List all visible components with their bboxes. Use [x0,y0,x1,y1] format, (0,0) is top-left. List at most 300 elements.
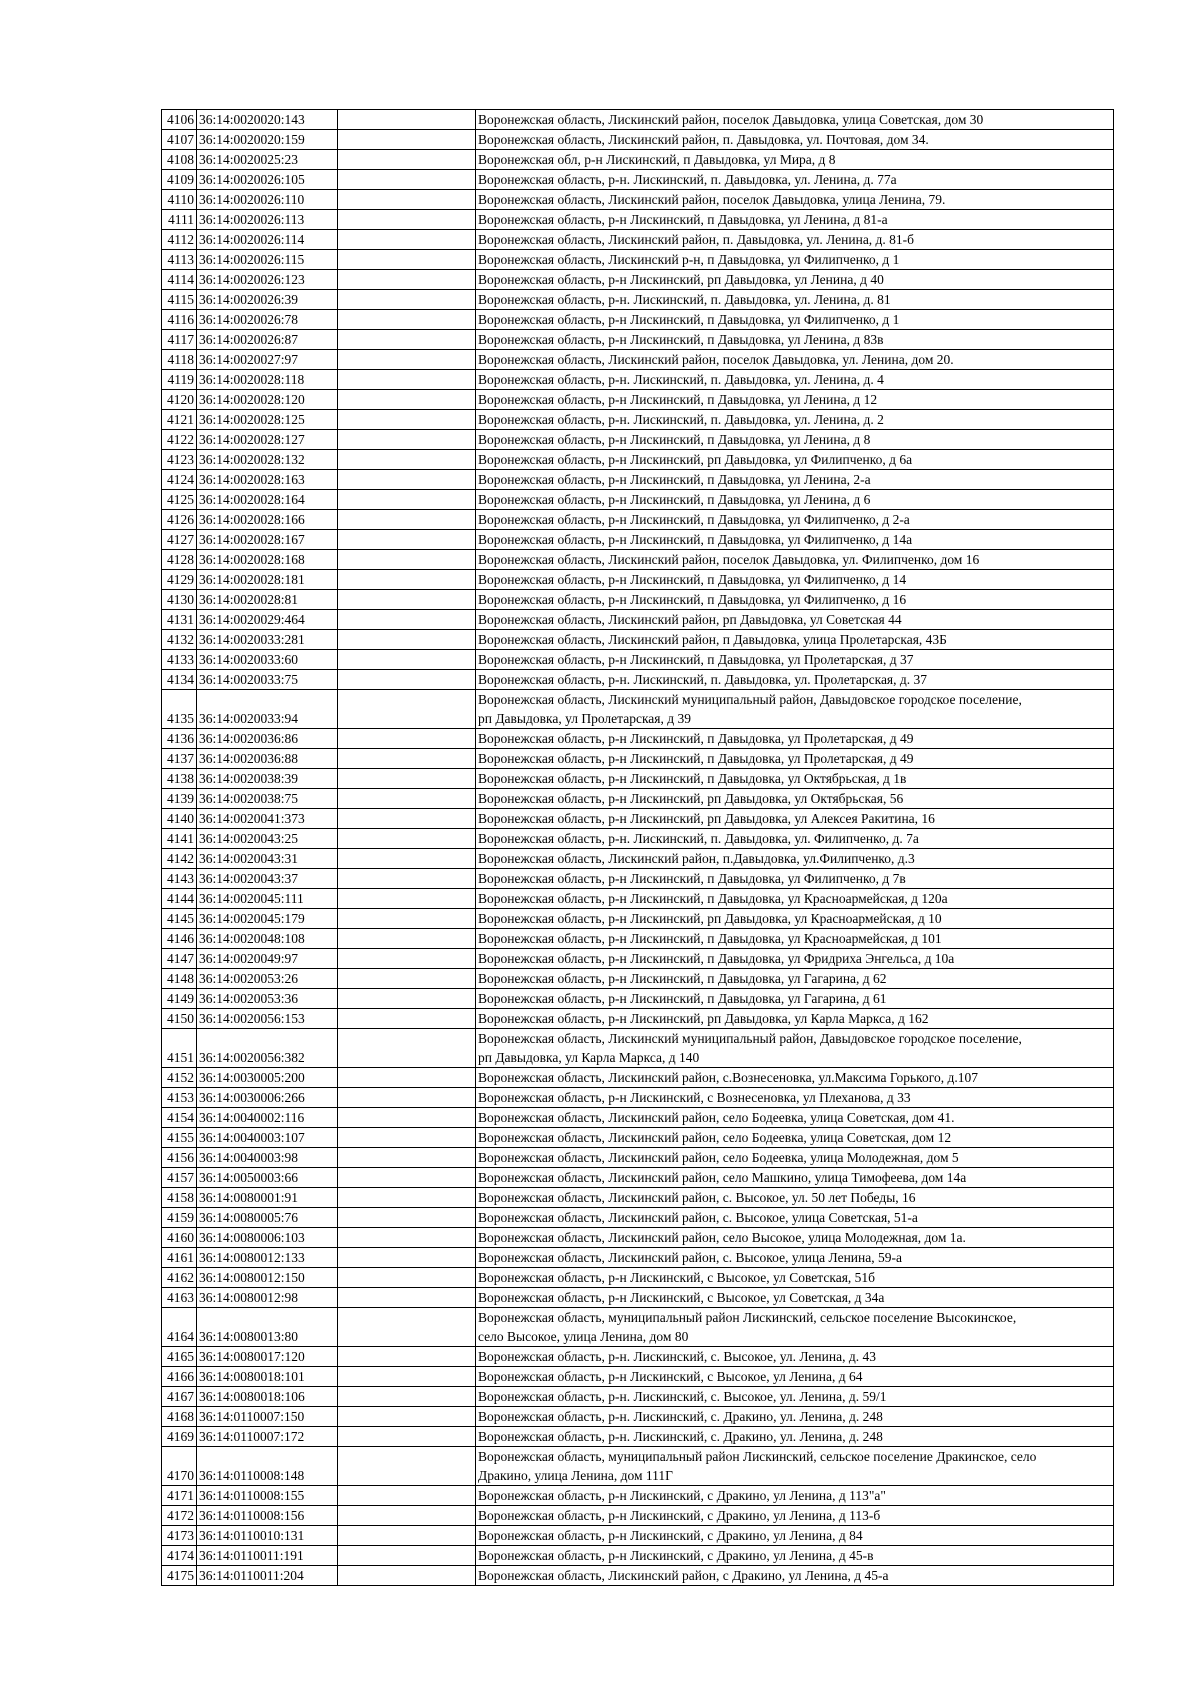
empty-cell [338,450,476,470]
address-cell: Воронежская область, р-н Лискинский, п Давыдовка, ул Октябрьская, д 1в [476,769,1114,789]
row-number: 4172 [162,1506,197,1526]
address-cell: Воронежская область, р-н. Лискинский, п. Давыдовка, ул. Ленина, д. 4 [476,370,1114,390]
table-row [162,769,1114,789]
row-number: 4124 [162,470,197,490]
address-cell: Воронежская область, р-н Лискинский, с Дракино, ул Ленина, д 113"а" [476,1486,1114,1506]
empty-cell [338,1367,476,1387]
cadastral-number: 36:14:0020028:164 [197,490,338,510]
table-row [162,789,1114,809]
row-number: 4152 [162,1068,197,1088]
table-row [162,1268,1114,1288]
empty-cell [338,190,476,210]
row-number: 4125 [162,490,197,510]
address-cell: Воронежская область, Лискинский р-н, п Давыдовка, ул Филипченко, д 1 [476,250,1114,270]
table-row [162,1128,1114,1148]
empty-cell [338,1108,476,1128]
row-number: 4159 [162,1208,197,1228]
empty-cell [338,989,476,1009]
row-number: 4130 [162,590,197,610]
table-row [162,1288,1114,1308]
empty-cell [338,1148,476,1168]
empty-cell [338,1248,476,1268]
address-cell: Воронежская область, Лискинский район, поселок Давыдовка, улица Ленина, 79. [476,190,1114,210]
empty-cell [338,1188,476,1208]
empty-cell [338,1068,476,1088]
address-cell: Воронежская область, р-н Лискинский, рп Давыдовка, ул Карла Маркса, д 162 [476,1009,1114,1029]
row-number: 4139 [162,789,197,809]
table-row [162,749,1114,769]
cadastral-number: 36:14:0020056:153 [197,1009,338,1029]
address-cell: Воронежская область, р-н Лискинский, рп Давыдовка, ул Алексея Ракитина, 16 [476,809,1114,829]
cadastral-number: 36:14:0020026:113 [197,210,338,230]
address-cell: Воронежская область, р-н Лискинский, рп Давыдовка, ул Ленина, д 40 [476,270,1114,290]
empty-cell [338,849,476,869]
address-cell: Воронежская область, Лискинский район, п. Давыдовка, ул. Ленина, д. 81-б [476,230,1114,250]
cadastral-number: 36:14:0020048:108 [197,929,338,949]
row-number: 4145 [162,909,197,929]
address-cell: Воронежская область, р-н Лискинский, п Давыдовка, ул Филипченко, д 16 [476,590,1114,610]
empty-cell [338,969,476,989]
row-number: 4132 [162,630,197,650]
address-cell: Воронежская область, Лискинский район, село Бодеевка, улица Молодежная, дом 5 [476,1148,1114,1168]
table-row [162,650,1114,670]
table-row [162,690,1114,729]
address-cell: Воронежская область, р-н Лискинский, с Вознесеновка, ул Плеханова, д 33 [476,1088,1114,1108]
empty-cell [338,550,476,570]
cadastral-number: 36:14:0020027:97 [197,350,338,370]
table-row [162,470,1114,490]
empty-cell [338,210,476,230]
address-cell: Воронежская область, р-н Лискинский, с Высокое, ул Ленина, д 64 [476,1367,1114,1387]
empty-cell [338,1347,476,1367]
empty-cell [338,1506,476,1526]
cadastral-number: 36:14:0110007:150 [197,1407,338,1427]
empty-cell [338,769,476,789]
address-cell: Воронежская область, р-н Лискинский, с Дракино, ул Ленина, д 45-в [476,1546,1114,1566]
cadastral-number: 36:14:0110008:155 [197,1486,338,1506]
table-row [162,310,1114,330]
row-number: 4116 [162,310,197,330]
table-row [162,190,1114,210]
address-cell: Воронежская область, р-н Лискинский, п Давыдовка, ул Филипченко, д 14 [476,570,1114,590]
empty-cell [338,1447,476,1486]
cadastral-number: 36:14:0020043:37 [197,869,338,889]
table-row [162,1088,1114,1108]
row-number: 4149 [162,989,197,1009]
empty-cell [338,729,476,749]
table-row [162,1009,1114,1029]
empty-cell [338,869,476,889]
empty-cell [338,250,476,270]
row-number: 4111 [162,210,197,230]
row-number: 4112 [162,230,197,250]
row-number: 4143 [162,869,197,889]
row-number: 4119 [162,370,197,390]
cadastral-number: 36:14:0020026:87 [197,330,338,350]
empty-cell [338,590,476,610]
row-number: 4118 [162,350,197,370]
row-number: 4120 [162,390,197,410]
empty-cell [338,1268,476,1288]
table-row [162,949,1114,969]
empty-cell [338,1228,476,1248]
cadastral-number: 36:14:0110011:204 [197,1566,338,1586]
cadastral-number: 36:14:0020053:26 [197,969,338,989]
cadastral-number: 36:14:0020033:94 [197,690,338,729]
cadastral-number: 36:14:0020026:115 [197,250,338,270]
table-row [162,130,1114,150]
cadastral-number: 36:14:0110008:148 [197,1447,338,1486]
table-row [162,969,1114,989]
empty-cell [338,530,476,550]
cadastral-number: 36:14:0020028:181 [197,570,338,590]
table-row [162,1188,1114,1208]
empty-cell [338,949,476,969]
table-row [162,330,1114,350]
cadastral-number: 36:14:0020026:78 [197,310,338,330]
address-line-2: рп Давыдовка, ул Пролетарская, д 39 [478,711,692,726]
cadastral-number: 36:14:0020028:81 [197,590,338,610]
empty-cell [338,1128,476,1148]
empty-cell [338,670,476,690]
row-number: 4141 [162,829,197,849]
table-row [162,610,1114,630]
table-row [162,110,1114,130]
cadastral-number: 36:14:0020028:163 [197,470,338,490]
cadastral-number: 36:14:0020049:97 [197,949,338,969]
cadastral-number: 36:14:0020020:159 [197,130,338,150]
row-number: 4108 [162,150,197,170]
empty-cell [338,1566,476,1586]
cadastral-number: 36:14:0020028:125 [197,410,338,430]
address-cell: Воронежская область, р-н Лискинский, п Давыдовка, ул Филипченко, д 1 [476,310,1114,330]
cadastral-number: 36:14:0020028:127 [197,430,338,450]
address-cell: Воронежская область, Лискинский район, с. Высокое, улица Советская, 51-а [476,1208,1114,1228]
table-row [162,1486,1114,1506]
row-number: 4167 [162,1387,197,1407]
row-number: 4166 [162,1367,197,1387]
row-number: 4150 [162,1009,197,1029]
empty-cell [338,909,476,929]
table-row [162,510,1114,530]
address-cell: Воронежская область, р-н. Лискинский, п. Давыдовка, ул. Филипченко, д. 7а [476,829,1114,849]
empty-cell [338,270,476,290]
cadastral-number: 36:14:0020029:464 [197,610,338,630]
address-cell: Воронежская обл, р-н Лискинский, п Давыдовка, ул Мира, д 8 [476,150,1114,170]
table-row [162,1506,1114,1526]
table-row [162,869,1114,889]
address-cell: Воронежская область, Лискинский район, поселок Давыдовка, ул. Филипченко, дом 16 [476,550,1114,570]
row-number: 4153 [162,1088,197,1108]
empty-cell [338,510,476,530]
address-cell: Воронежская область, Лискинский район, с.Вознесеновка, ул.Максима Горького, д.107 [476,1068,1114,1088]
address-cell: Воронежская область, р-н Лискинский, п Давыдовка, ул Гагарина, д 61 [476,989,1114,1009]
table-row [162,1387,1114,1407]
row-number: 4128 [162,550,197,570]
address-cell: Воронежская область, Лискинский район, поселок Давыдовка, ул. Ленина, дом 20. [476,350,1114,370]
row-number: 4135 [162,690,197,729]
cadastral-number: 36:14:0020033:281 [197,630,338,650]
cadastral-number: 36:14:0020026:39 [197,290,338,310]
table-row [162,1347,1114,1367]
cadastral-number: 36:14:0020056:382 [197,1029,338,1068]
row-number: 4127 [162,530,197,550]
table-row [162,1526,1114,1546]
row-number: 4114 [162,270,197,290]
row-number: 4170 [162,1447,197,1486]
row-number: 4122 [162,430,197,450]
address-cell [476,1029,1114,1068]
table-row [162,1308,1114,1347]
address-cell: Воронежская область, р-н. Лискинский, п. Давыдовка, ул. Ленина, д. 81 [476,290,1114,310]
table-row [162,849,1114,869]
table-row [162,570,1114,590]
table-row [162,590,1114,610]
empty-cell [338,1546,476,1566]
table-row [162,1546,1114,1566]
address-cell: Воронежская область, р-н Лискинский, п Давыдовка, ул Фридриха Энгельса, д 10а [476,949,1114,969]
table-row [162,370,1114,390]
empty-cell [338,130,476,150]
cadastral-number: 36:14:0080012:133 [197,1248,338,1268]
address-cell: Воронежская область, р-н Лискинский, п Давыдовка, ул Пролетарская, д 49 [476,749,1114,769]
empty-cell [338,749,476,769]
row-number: 4109 [162,170,197,190]
table-row [162,150,1114,170]
row-number: 4133 [162,650,197,670]
empty-cell [338,430,476,450]
empty-cell [338,570,476,590]
address-line-2: Дракино, улица Ленина, дом 111Г [478,1468,673,1483]
row-number: 4161 [162,1248,197,1268]
address-cell: Воронежская область, Лискинский район, с. Высокое, улица Ленина, 59-а [476,1248,1114,1268]
empty-cell [338,1486,476,1506]
address-cell: Воронежская область, р-н Лискинский, с Высокое, ул Советская, 51б [476,1268,1114,1288]
address-cell: Воронежская область, р-н Лискинский, п Давыдовка, ул Ленина, д 6 [476,490,1114,510]
table-row [162,1168,1114,1188]
row-number: 4117 [162,330,197,350]
address-line-1: Воронежская область, муниципальный район Лискинский, сельское поселение Высокинское, [478,1310,1017,1325]
cadastral-number: 36:14:0040003:98 [197,1148,338,1168]
address-cell: Воронежская область, Лискинский район, п Давыдовка, улица Пролетарская, 43Б [476,630,1114,650]
empty-cell [338,1427,476,1447]
row-number: 4146 [162,929,197,949]
cadastral-number: 36:14:0030006:266 [197,1088,338,1108]
address-line-1: Воронежская область, Лискинский муниципальный район, Давыдовское городское поселение, [478,692,1022,707]
empty-cell [338,330,476,350]
row-number: 4162 [162,1268,197,1288]
cadastral-number: 36:14:0080018:106 [197,1387,338,1407]
table-row [162,1208,1114,1228]
table-row [162,929,1114,949]
row-number: 4160 [162,1228,197,1248]
empty-cell [338,370,476,390]
row-number: 4137 [162,749,197,769]
cadastral-number: 36:14:0020026:114 [197,230,338,250]
address-cell: Воронежская область, р-н Лискинский, п Давыдовка, ул Пролетарская, д 49 [476,729,1114,749]
cadastral-number: 36:14:0050003:66 [197,1168,338,1188]
cadastral-number: 36:14:0020036:86 [197,729,338,749]
row-number: 4157 [162,1168,197,1188]
empty-cell [338,650,476,670]
table-row [162,729,1114,749]
row-number: 4158 [162,1188,197,1208]
address-cell: Воронежская область, р-н Лискинский, рп Давыдовка, ул Филипченко, д 6а [476,450,1114,470]
row-number: 4168 [162,1407,197,1427]
address-cell: Воронежская область, Лискинский район, село Машкино, улица Тимофеева, дом 14а [476,1168,1114,1188]
cadastral-number: 36:14:0110008:156 [197,1506,338,1526]
table-row [162,210,1114,230]
address-cell: Воронежская область, Лискинский район, село Бодеевка, улица Советская, дом 41. [476,1108,1114,1128]
property-table [161,109,1114,1586]
row-number: 4156 [162,1148,197,1168]
address-cell: Воронежская область, Лискинский район, рп Давыдовка, ул Советская 44 [476,610,1114,630]
address-cell [476,690,1114,729]
row-number: 4134 [162,670,197,690]
table-row [162,1566,1114,1586]
address-cell: Воронежская область, р-н Лискинский, п Давыдовка, ул Ленина, д 8 [476,430,1114,450]
empty-cell [338,390,476,410]
empty-cell [338,1088,476,1108]
table-row [162,230,1114,250]
address-cell: Воронежская область, Лискинский район, с. Высокое, ул. 50 лет Победы, 16 [476,1188,1114,1208]
cadastral-number: 36:14:0020036:88 [197,749,338,769]
table-row [162,490,1114,510]
address-cell: Воронежская область, р-н Лискинский, п Давыдовка, ул Филипченко, д 14а [476,530,1114,550]
cadastral-number: 36:14:0080005:76 [197,1208,338,1228]
table-row [162,1108,1114,1128]
address-cell: Воронежская область, Лискинский район, село Высокое, улица Молодежная, дом 1а. [476,1228,1114,1248]
table-row [162,450,1114,470]
cadastral-number: 36:14:0020026:105 [197,170,338,190]
address-cell: Воронежская область, р-н Лискинский, п Давыдовка, ул Ленина, д 83в [476,330,1114,350]
address-line-1: Воронежская область, муниципальный район Лискинский, сельское поселение Дракинское, село [478,1449,1037,1464]
empty-cell [338,1029,476,1068]
empty-cell [338,1387,476,1407]
table-row [162,670,1114,690]
cadastral-number: 36:14:0020043:25 [197,829,338,849]
cadastral-number: 36:14:0020038:75 [197,789,338,809]
address-cell: Воронежская область, р-н. Лискинский, п. Давыдовка, ул. Ленина, д. 2 [476,410,1114,430]
cadastral-number: 36:14:0020028:167 [197,530,338,550]
table-row [162,829,1114,849]
cadastral-number: 36:14:0080006:103 [197,1228,338,1248]
empty-cell [338,1168,476,1188]
row-number: 4107 [162,130,197,150]
row-number: 4126 [162,510,197,530]
empty-cell [338,690,476,729]
address-cell: Воронежская область, р-н Лискинский, п Давыдовка, ул Филипченко, д 2-а [476,510,1114,530]
cadastral-number: 36:14:0040002:116 [197,1108,338,1128]
address-cell [476,1308,1114,1347]
empty-cell [338,110,476,130]
empty-cell [338,829,476,849]
table-row [162,1148,1114,1168]
row-number: 4131 [162,610,197,630]
row-number: 4173 [162,1526,197,1546]
table-row [162,390,1114,410]
table-row [162,1228,1114,1248]
cadastral-number: 36:14:0080012:150 [197,1268,338,1288]
table-row [162,1068,1114,1088]
row-number: 4129 [162,570,197,590]
table-row [162,1367,1114,1387]
cadastral-number: 36:14:0080012:98 [197,1288,338,1308]
address-cell: Воронежская область, р-н Лискинский, рп Давыдовка, ул Октябрьская, 56 [476,789,1114,809]
empty-cell [338,1407,476,1427]
row-number: 4113 [162,250,197,270]
address-cell: Воронежская область, Лискинский район, село Бодеевка, улица Советская, дом 12 [476,1128,1114,1148]
empty-cell [338,310,476,330]
row-number: 4144 [162,889,197,909]
empty-cell [338,350,476,370]
row-number: 4106 [162,110,197,130]
empty-cell [338,630,476,650]
address-cell: Воронежская область, р-н Лискинский, п Давыдовка, ул Гагарина, д 62 [476,969,1114,989]
cadastral-number: 36:14:0110011:191 [197,1546,338,1566]
row-number: 4155 [162,1128,197,1148]
cadastral-number: 36:14:0080018:101 [197,1367,338,1387]
address-cell: Воронежская область, р-н Лискинский, п Давыдовка, ул Ленина, д 81-а [476,210,1114,230]
table-row [162,250,1114,270]
table-row [162,170,1114,190]
row-number: 4147 [162,949,197,969]
row-number: 4123 [162,450,197,470]
address-cell: Воронежская область, р-н Лискинский, с Дракино, ул Ленина, д 113-б [476,1506,1114,1526]
row-number: 4175 [162,1566,197,1586]
cadastral-number: 36:14:0040003:107 [197,1128,338,1148]
empty-cell [338,1288,476,1308]
table-row [162,1447,1114,1486]
empty-cell [338,610,476,630]
address-cell: Воронежская область, Лискинский район, п. Давыдовка, ул. Почтовая, дом 34. [476,130,1114,150]
row-number: 4174 [162,1546,197,1566]
table-row [162,410,1114,430]
cadastral-number: 36:14:0020028:118 [197,370,338,390]
address-line-2: село Высокое, улица Ленина, дом 80 [478,1329,689,1344]
empty-cell [338,1208,476,1228]
row-number: 4154 [162,1108,197,1128]
empty-cell [338,1308,476,1347]
empty-cell [338,490,476,510]
cadastral-number: 36:14:0020041:373 [197,809,338,829]
table-row [162,270,1114,290]
cadastral-number: 36:14:0020028:168 [197,550,338,570]
empty-cell [338,1526,476,1546]
row-number: 4148 [162,969,197,989]
address-cell: Воронежская область, Лискинский район, с Дракино, ул Ленина, д 45-а [476,1566,1114,1586]
address-cell: Воронежская область, р-н. Лискинский, с. Дракино, ул. Ленина, д. 248 [476,1427,1114,1447]
address-cell: Воронежская область, р-н. Лискинский, п. Давыдовка, ул. Пролетарская, д. 37 [476,670,1114,690]
cadastral-number: 36:14:0020043:31 [197,849,338,869]
address-cell: Воронежская область, р-н Лискинский, п Давыдовка, ул Филипченко, д 7в [476,869,1114,889]
address-cell [476,1447,1114,1486]
empty-cell [338,230,476,250]
cadastral-number: 36:14:0020026:123 [197,270,338,290]
table-row [162,1407,1114,1427]
cadastral-number: 36:14:0020028:120 [197,390,338,410]
empty-cell [338,789,476,809]
cadastral-number: 36:14:0020033:60 [197,650,338,670]
table-row [162,530,1114,550]
address-cell: Воронежская область, р-н Лискинский, рп Давыдовка, ул Красноармейская, д 10 [476,909,1114,929]
table-row [162,1427,1114,1447]
cadastral-number: 36:14:0020045:179 [197,909,338,929]
empty-cell [338,170,476,190]
table-row [162,809,1114,829]
address-cell: Воронежская область, р-н. Лискинский, п. Давыдовка, ул. Ленина, д. 77а [476,170,1114,190]
address-cell: Воронежская область, р-н. Лискинский, с. Высокое, ул. Ленина, д. 59/1 [476,1387,1114,1407]
